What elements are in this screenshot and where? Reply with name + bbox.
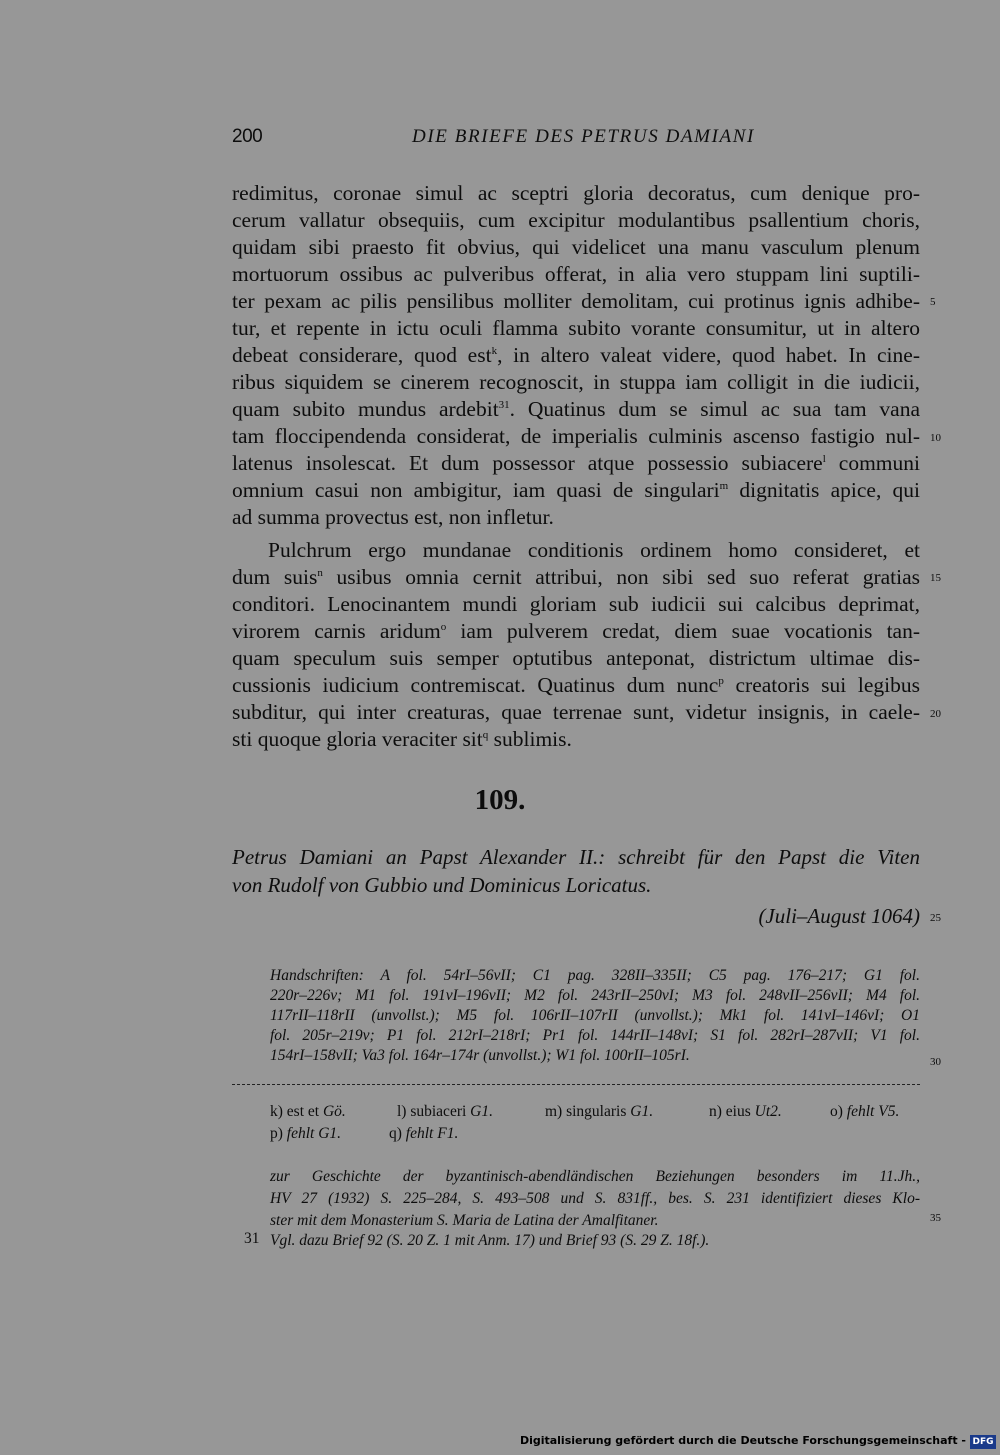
apparatus-separator (232, 1084, 920, 1085)
letter-subject: Petrus Damiani an Papst Alexander II.: schreibt für den Papst die Viten (232, 845, 920, 869)
body-line: quidam sibi praesto fit obvius, qui videlicet una manu vasculum plenum (232, 235, 920, 259)
body-line: quam speculum suis semper optutibus anteponat, districtum ultimae dis- (232, 646, 920, 670)
body-line: conditori. Lenocinantem mundi gloriam sub iudicii sui calcibus deprimat, (232, 592, 920, 616)
footnote-31: Vgl. dazu Brief 92 (S. 20 Z. 1 mit Anm. 17) und Brief 93 (S. 29 Z. 18f.). (270, 1232, 710, 1249)
letter-subject: von Rudolf von Gubbio und Dominicus Loricatus. (232, 873, 652, 897)
variant-mark-p: p (718, 674, 724, 687)
variant-mark-l: l (822, 452, 826, 465)
manuscript-line: fol. 205r–219v; P1 fol. 212rI–218rI; Pr1 fol. 144rII–148vI; S1 fol. 282rI–287vII; V1 fol. (270, 1027, 920, 1044)
body-line: ribus siquidem se cinerem recognoscit, in stuppa iam colligit in die iudicii, (232, 370, 920, 394)
line-number: 20 (930, 708, 941, 720)
variant-note-p: p) fehlt G1. (270, 1125, 342, 1142)
body-line: sti quoque gloria veraciter sit$^q$ sublimis. (232, 727, 572, 751)
body-line: subditur, qui inter creaturas, quae terrenae sunt, videtur insignis, in caele- (232, 700, 920, 724)
body-line: tam floccipendenda considerat, de imperialis culminis ascenso fastigio nul- (232, 424, 920, 448)
variant-mark-q: q (482, 728, 489, 741)
footnote-number: 31 (244, 1230, 260, 1247)
body-line: dum suis$^n$ usibus omnia cernit attribui, non sibi sed suo referat gratias (232, 565, 921, 589)
letter-number: 109. (474, 784, 526, 816)
body-line: virorem carnis aridum$^o$ iam pulverem credat, diem suae vocationis tan- (232, 619, 920, 643)
body-line: tur, et repente in ictu oculi flamma subito vorante consumitur, ut in altero (232, 316, 920, 340)
page-number: 200 (232, 126, 263, 147)
body-line: ad summa provectus est, non infletur. (232, 505, 554, 529)
line-number: 35 (930, 1212, 941, 1224)
body-line: ter pexam ac pilis pensilibus molliter demolitam, cui protinus ignis adhibe- (232, 289, 920, 313)
body-line: redimitus, coronae simul ac sceptri gloria decoratus, cum denique pro- (232, 181, 920, 205)
page-header (232, 126, 920, 156)
line-number: 5 (930, 296, 936, 308)
footnote-mark-31: 31 (498, 398, 510, 411)
manuscript-line: 220r–226v; M1 fol. 191vI–196vII; M2 fol. 243rII–250vI; M3 fol. 248vII–256vII; M4 fol. (270, 987, 920, 1004)
variant-note-n: n) eius Ut2. (709, 1103, 782, 1120)
footnote-continuation: ster mit dem Monasterium S. Maria de Latina der Amalfitaner. (270, 1212, 659, 1229)
footnote-continuation: zur Geschichte der byzantinisch-abendländischen Beziehungen besonders im 11.Jh., (270, 1168, 920, 1185)
variant-note-o: o) fehlt V5. (830, 1103, 900, 1120)
line-number: 25 (930, 912, 941, 924)
line-number: 30 (930, 1056, 941, 1068)
variant-note-q: q) fehlt F1. (389, 1125, 459, 1142)
body-line: Pulchrum ergo mundanae conditionis ordinem homo consideret, et (268, 538, 920, 562)
body-line: mortuorum ossibus ac pulveribus offerat, in alia vero stuppam lini suptili- (232, 262, 920, 286)
footnote-continuation: HV 27 (1932) S. 225–284, S. 493–508 und S. 831ff., bes. S. 231 identifiziert dieses Klo- (270, 1190, 920, 1207)
body-line: cerum vallatur obsequiis, cum excipitur modulantibus psallentium choris, (232, 208, 920, 232)
variant-mark-n: n (317, 566, 323, 579)
variant-mark-o: o (440, 620, 447, 633)
body-line: cussionis iudicium contremiscat. Quatinus dum nunc$^p$ creatoris sui legibus (232, 673, 920, 697)
body-line: latenus insolescat. Et dum possessor atque possessio subiacere$^l$ communi (232, 451, 920, 475)
variant-mark-m: m (719, 479, 729, 492)
letter-date: (Juli–August 1064) (758, 904, 920, 928)
manuscript-line: 154rI–158vII; Va3 fol. 164r–174r (unvollst.); W1 fol. 100rII–105rI. (270, 1047, 690, 1064)
line-number: 10 (930, 432, 941, 444)
manuscript-line: Handschriften: A fol. 54rI–56vII; C1 pag. 328II–335II; C5 pag. 176–217; G1 fol. (270, 967, 920, 984)
line-number: 15 (930, 572, 941, 584)
variant-note-m: m) singularis G1. (545, 1103, 654, 1120)
digitization-credit: Digitalisierung gefördert durch die Deutsche Forschungsgemeinschaft - (519, 1434, 966, 1447)
manuscript-line: 117rII–118rII (unvollst.); M5 fol. 106rII–107rII (unvollst.); Mk1 fol. 141vI–146vI; O1 (270, 1007, 920, 1024)
dfg-logo: DFG (970, 1435, 996, 1449)
body-line: quam subito mundus ardebit$^{31}$. Quatinus dum se simul ac sua tam vana (232, 397, 920, 421)
body-line: debeat considerare, quod est$^k$, in altero valeat videre, quod habet. In cine- (232, 343, 920, 367)
variant-note-l: l) subiaceri G1. (397, 1103, 493, 1120)
variant-note-k: k) est et Gö. (270, 1103, 346, 1120)
variant-mark-k: k (491, 344, 498, 357)
running-title: DIE BRIEFE DES PETRUS DAMIANI (412, 126, 755, 147)
body-line: omnium casui non ambigitur, iam quasi de singulari$^m$ dignitatis apice, qui (232, 478, 920, 502)
